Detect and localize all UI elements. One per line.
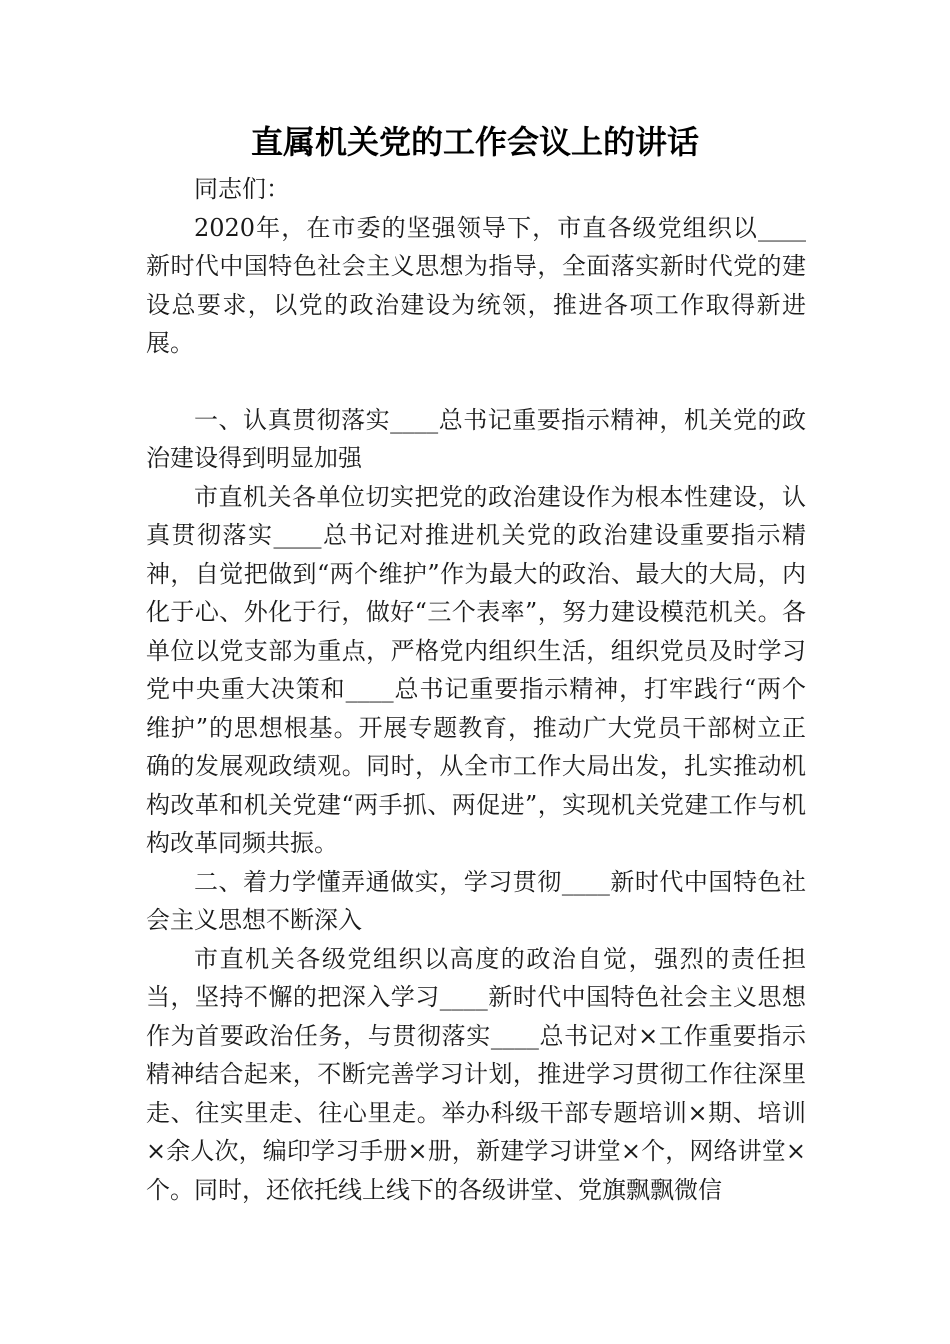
document-body	[146, 170, 806, 1209]
section-heading-2: 二、着力学懂弄通做实，学习贯彻____新时代中国特色社会主义思想不断深入	[146, 867, 806, 934]
section-body-2: 市直机关各级党组织以高度的政治自觉，强烈的责任担当，坚持不懈的把深入学习____新时代中国特色社会主义思想作为首要政治任务，与贯彻落实____总书记对×工作重要指示精神结合起来，不断完善学习计划，推进学习贯彻工作往深里走、往实里走、往心里走。举办科级干部专题培训×期、培训×余人次，编印学习手册×册，新建学习讲堂×个，网络讲堂×个。同时，还依托线上线下的各级讲堂、党旗飘飘微信	[146, 944, 806, 1204]
section-heading-1: 一、认真贯彻落实____总书记重要指示精神，机关党的政治建设得到明显加强	[146, 405, 806, 472]
document-title: 直属机关党的工作会议上的讲话	[250, 123, 699, 161]
section-body-1: 市直机关各单位切实把党的政治建设作为根本性建设，认真贯彻落实____总书记对推进机关党的政治建设重要指示精神，自觉把做到“两个维护”作为最大的政治、最大的大局，内化于心、外化于行，做好“三个表率”，努力建设模范机关。各单位以党支部为重点，严格党内组织生活，组织党员及时学习党中央重大决策和____总书记重要指示精神，打牢践行“两个维护”的思想根基。开展专题教育，推动广大党员干部树立正确的发展观政绩观。同时，从全市工作大局出发，扎实推动机构改革和机关党建“两手抓、两促进”，实现机关党建工作与机构改革同频共振。	[146, 482, 806, 857]
salutation-paragraph: 同志们：	[194, 175, 290, 203]
intro-paragraph: 2020年，在市委的坚强领导下，市直各级党组织以____新时代中国特色社会主义思想为指导，全面落实新时代党的建设总要求，以党的政治建设为统领，推进各项工作取得新进展。	[146, 213, 806, 357]
